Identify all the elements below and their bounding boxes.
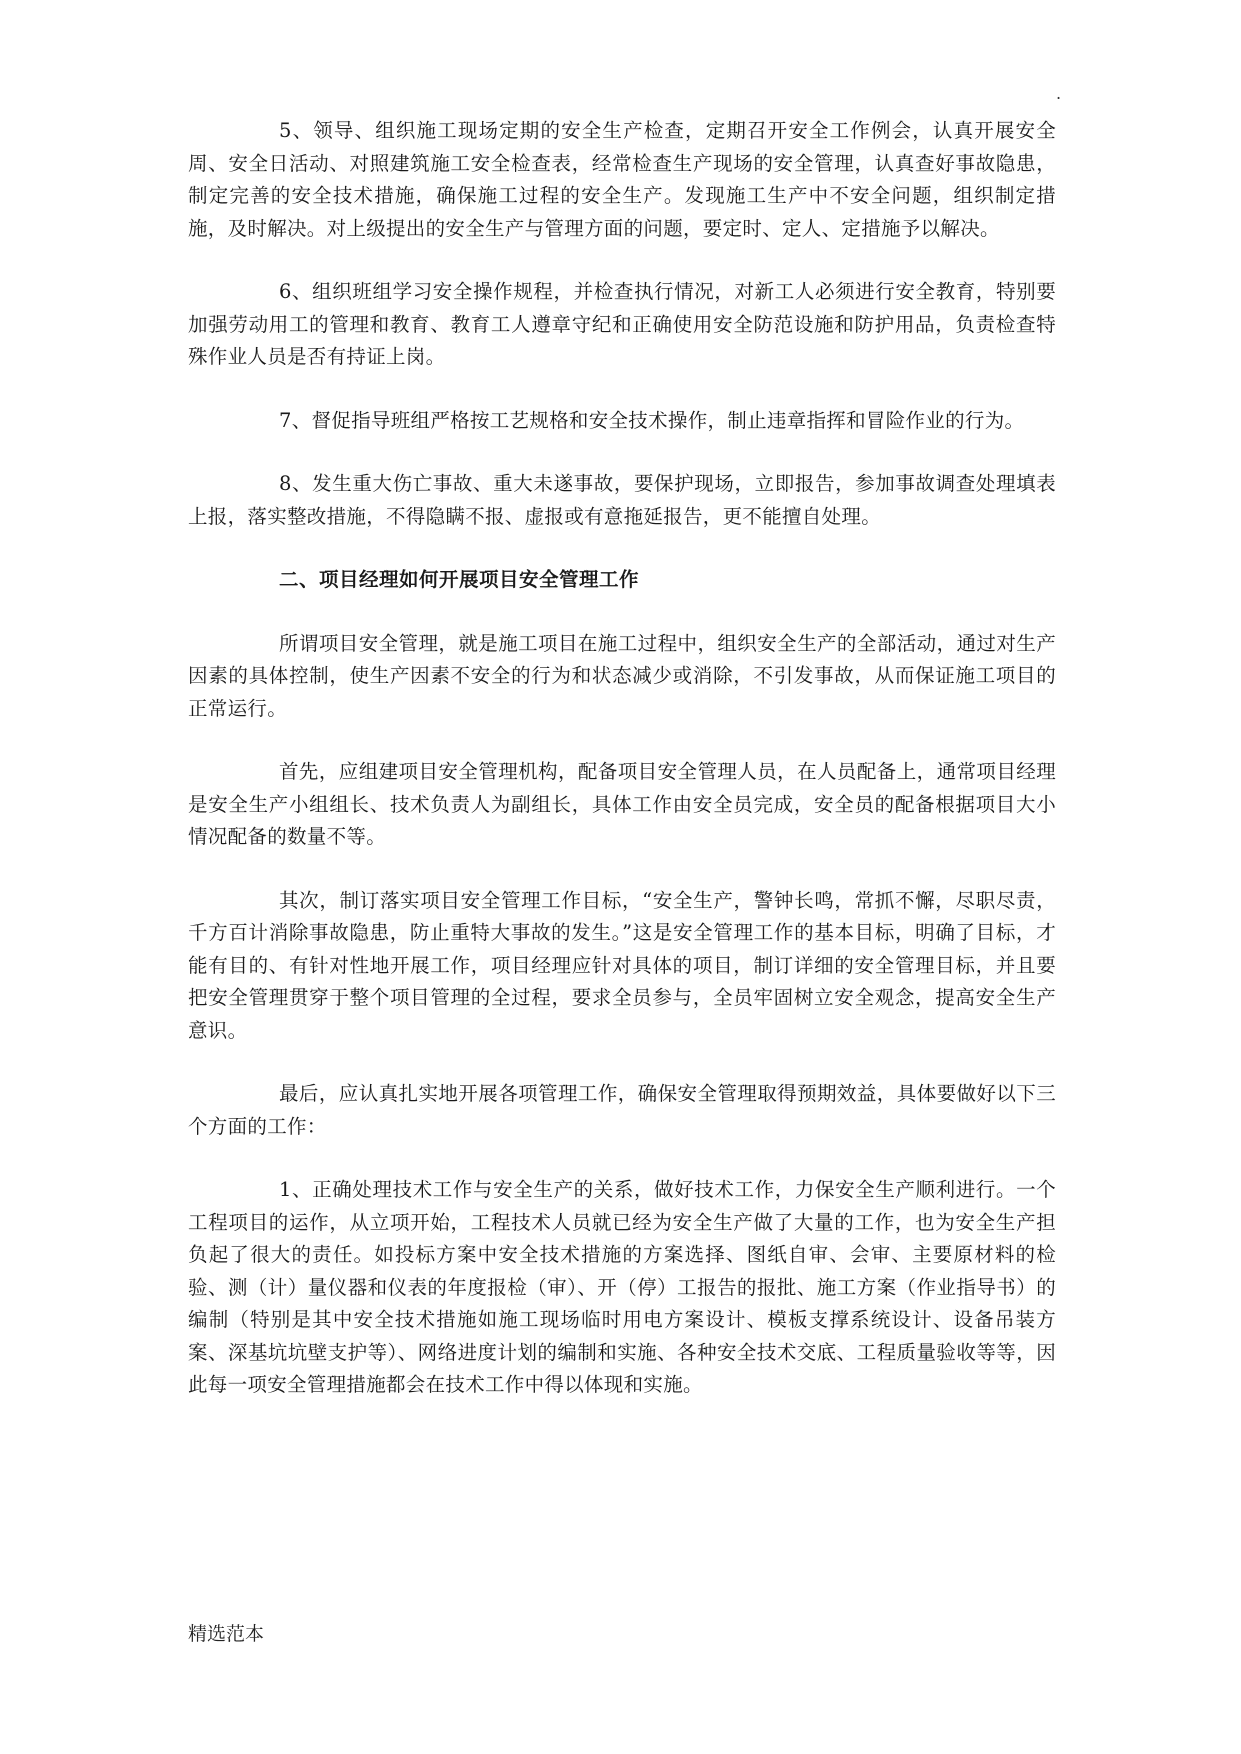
paragraph-item-8: 8、发生重大伤亡事故、重大未遂事故，要保护现场，立即报告，参加事故调查处理填表上报，落实整改措施，不得隐瞒不报、虚报或有意拖延报告，更不能擅自处理。 xyxy=(188,472,1056,528)
section-heading: 二、项目经理如何开展项目安全管理工作 xyxy=(279,568,640,591)
paragraph-first: 首先，应组建项目安全管理机构，配备项目安全管理人员，在人员配备上，通常项目经理是安全生产小组组长、技术负责人为副组长，具体工作由安全员完成，安全员的配备根据项目大小情况配备的数量不等。 xyxy=(188,760,1056,848)
corner-mark: . xyxy=(1056,84,1062,103)
document-body xyxy=(188,115,1056,1433)
page-footer: 精选范本 xyxy=(188,1623,265,1645)
paragraph-item-6: 6、组织班组学习安全操作规程，并检查执行情况，对新工人必须进行安全教育，特别要加强劳动用工的管理和教育、教育工人遵章守纪和正确使用安全防范设施和防护用品，负责检查特殊作业人员是否有持证上岗。 xyxy=(188,280,1056,368)
paragraph-item-7: 7、督促指导班组严格按工艺规格和安全技术操作，制止违章指挥和冒险作业的行为。 xyxy=(279,408,1025,432)
paragraph-item-5: 5、领导、组织施工现场定期的安全生产检查，定期召开安全工作例会，认真开展安全周、安全日活动、对照建筑施工安全检查表，经常检查生产现场的安全管理，认真查好事故隐患，制定完善的安全技术措施，确保施工过程的安全生产。发现施工生产中不安全问题，组织制定措施，及时解决。对上级提出的安全生产与管理方面的问题，要定时、定人、定措施予以解决。 xyxy=(188,119,1056,240)
paragraph-point-1: 1、正确处理技术工作与安全生产的关系，做好技术工作，力保安全生产顺利进行。一个工程项目的运作，从立项开始，工程技术人员就已经为安全生产做了大量的工作，也为安全生产担负起了很大的责任。如投标方案中安全技术措施的方案选择、图纸自审、会审、主要原材料的检验、测（计）量仪器和仪表的年度报检（审）、开（停）工报告的报批、施工方案（作业指导书）的编制（特别是其中安全技术措施如施工现场临时用电方案设计、模板支撑系统设计、设备吊装方案、深基坑坑壁支护等）、网络进度计划的编制和实施、各种安全技术交底、工程质量验收等等，因此每一项安全管理措施都会在技术工作中得以体现和实施。 xyxy=(188,1178,1056,1396)
paragraph-last: 最后，应认真扎实地开展各项管理工作，确保安全管理取得预期效益，具体要做好以下三个方面的工作： xyxy=(188,1082,1056,1138)
paragraph-second: 其次，制订落实项目安全管理工作目标，“安全生产，警钟长鸣，常抓不懈，尽职尽责，千方百计消除事故隐患，防止重特大事故的发生。”这是安全管理工作的基本目标，明确了目标，才能有目的、有针对性地开展工作，项目经理应针对具体的项目，制订详细的安全管理目标，并且要把安全管理贯穿于整个项目管理的全过程，要求全员参与，全员牢固树立安全观念，提高安全生产意识。 xyxy=(188,888,1056,1042)
paragraph-definition: 所谓项目安全管理，就是施工项目在施工过程中，组织安全生产的全部活动，通过对生产因素的具体控制，使生产因素不安全的行为和状态减少或消除，不引发事故，从而保证施工项目的正常运行。 xyxy=(188,631,1056,720)
